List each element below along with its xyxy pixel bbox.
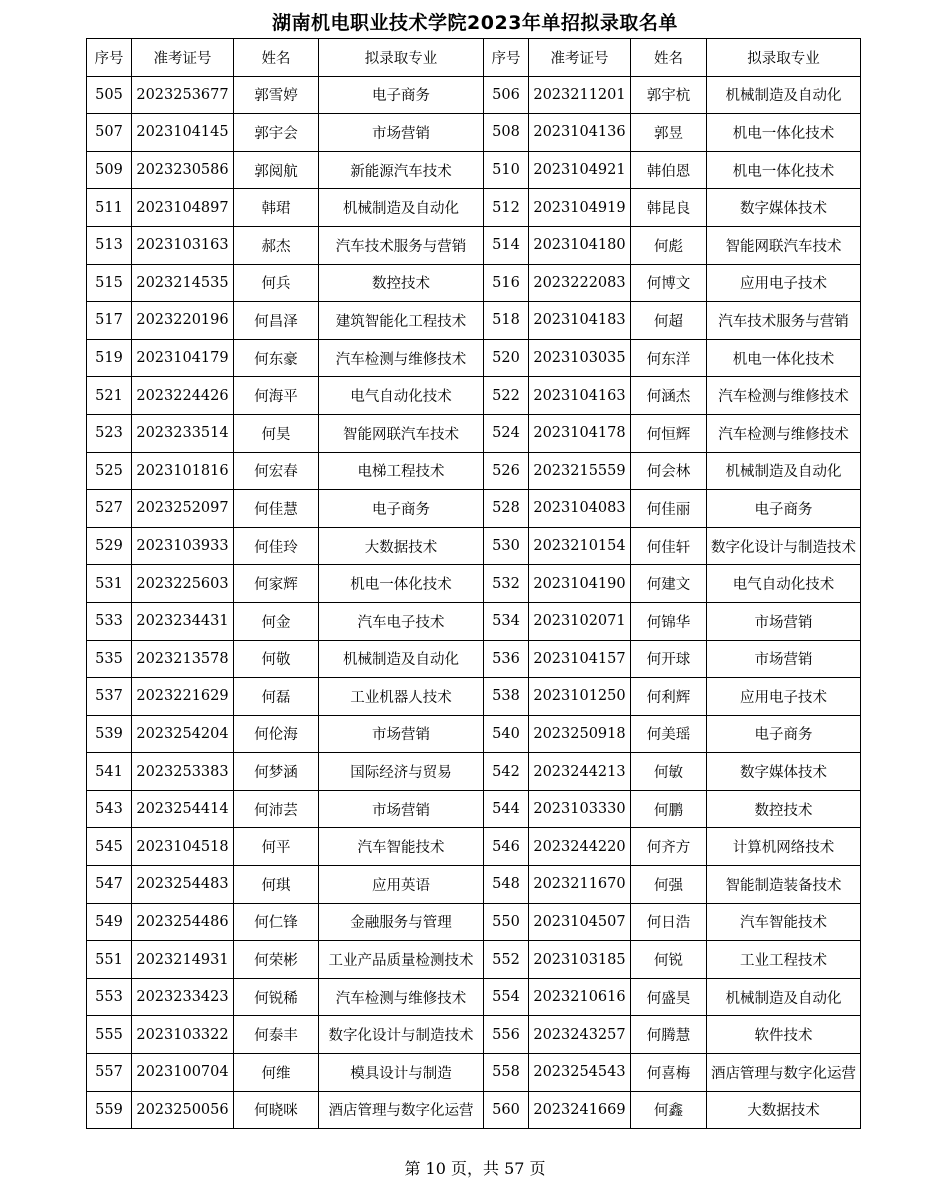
table-row [87,264,861,302]
seq-cell: 522 [484,377,529,415]
name-cell: 何仁锋 [234,903,319,941]
exam-id-cell: 2023215559 [529,452,631,490]
exam-id-cell: 2023214931 [132,941,234,979]
name-cell: 郭雪婷 [234,76,319,114]
name-cell: 何维 [234,1054,319,1092]
name-cell: 郝杰 [234,226,319,264]
name-cell: 何家辉 [234,565,319,603]
table-header-row [87,39,861,77]
seq-cell: 526 [484,452,529,490]
name-cell: 何齐方 [631,828,707,866]
table-row [87,565,861,603]
seq-cell: 509 [87,151,132,189]
seq-cell: 507 [87,114,132,152]
name-cell: 郭宇会 [234,114,319,152]
major-cell: 计算机网络技术 [707,828,861,866]
name-cell: 何磊 [234,678,319,716]
major-cell: 数字媒体技术 [707,189,861,227]
seq-cell: 519 [87,339,132,377]
exam-id-cell: 2023254414 [132,790,234,828]
major-cell: 国际经济与贸易 [319,753,484,791]
admission-table [86,38,861,1129]
name-cell: 何敏 [631,753,707,791]
major-cell: 酒店管理与数字化运营 [319,1091,484,1129]
major-cell: 数字媒体技术 [707,753,861,791]
major-cell: 汽车技术服务与营销 [707,302,861,340]
exam-id-cell: 2023252097 [132,490,234,528]
seq-cell: 528 [484,490,529,528]
seq-cell: 514 [484,226,529,264]
major-cell: 软件技术 [707,1016,861,1054]
major-cell: 工业产品质量检测技术 [319,941,484,979]
seq-cell: 555 [87,1016,132,1054]
header-cell-major: 拟录取专业 [319,39,484,77]
name-cell: 郭昱 [631,114,707,152]
header-cell-major-2: 拟录取专业 [707,39,861,77]
major-cell: 建筑智能化工程技术 [319,302,484,340]
exam-id-cell: 2023104919 [529,189,631,227]
major-cell: 汽车检测与维修技术 [319,339,484,377]
exam-id-cell: 2023250918 [529,715,631,753]
seq-cell: 552 [484,941,529,979]
major-cell: 机电一体化技术 [707,151,861,189]
table-row [87,678,861,716]
name-cell: 何鹏 [631,790,707,828]
table-row [87,114,861,152]
exam-id-cell: 2023103322 [132,1016,234,1054]
exam-id-cell: 2023104179 [132,339,234,377]
major-cell: 机电一体化技术 [707,114,861,152]
table-row [87,377,861,415]
exam-id-cell: 2023100704 [132,1054,234,1092]
name-cell: 何东豪 [234,339,319,377]
table-row [87,151,861,189]
exam-id-cell: 2023250056 [132,1091,234,1129]
name-cell: 何日浩 [631,903,707,941]
name-cell: 何涵杰 [631,377,707,415]
major-cell: 机械制造及自动化 [707,76,861,114]
major-cell: 电子商务 [707,490,861,528]
major-cell: 市场营销 [707,640,861,678]
table-row [87,941,861,979]
major-cell: 数控技术 [319,264,484,302]
seq-cell: 508 [484,114,529,152]
seq-cell: 541 [87,753,132,791]
exam-id-cell: 2023103933 [132,527,234,565]
seq-cell: 524 [484,414,529,452]
name-cell: 何腾慧 [631,1016,707,1054]
major-cell: 电气自动化技术 [319,377,484,415]
exam-id-cell: 2023104145 [132,114,234,152]
seq-cell: 513 [87,226,132,264]
table-row [87,1016,861,1054]
exam-id-cell: 2023243257 [529,1016,631,1054]
seq-cell: 510 [484,151,529,189]
table-row [87,602,861,640]
exam-id-cell: 2023103035 [529,339,631,377]
name-cell: 何佳丽 [631,490,707,528]
major-cell: 机械制造及自动化 [319,640,484,678]
major-cell: 大数据技术 [319,527,484,565]
major-cell: 应用英语 [319,866,484,904]
seq-cell: 554 [484,978,529,1016]
name-cell: 何超 [631,302,707,340]
seq-cell: 511 [87,189,132,227]
major-cell: 电子商务 [319,490,484,528]
exam-id-cell: 2023233514 [132,414,234,452]
seq-cell: 549 [87,903,132,941]
seq-cell: 545 [87,828,132,866]
seq-cell: 547 [87,866,132,904]
seq-cell: 548 [484,866,529,904]
exam-id-cell: 2023104190 [529,565,631,603]
seq-cell: 553 [87,978,132,1016]
name-cell: 何锐 [631,941,707,979]
name-cell: 何博文 [631,264,707,302]
exam-id-cell: 2023104183 [529,302,631,340]
seq-cell: 529 [87,527,132,565]
header-cell-exam-id: 准考证号 [132,39,234,77]
seq-cell: 540 [484,715,529,753]
exam-id-cell: 2023244213 [529,753,631,791]
name-cell: 何喜梅 [631,1054,707,1092]
seq-cell: 550 [484,903,529,941]
header-cell-name: 姓名 [234,39,319,77]
exam-id-cell: 2023234431 [132,602,234,640]
table-row [87,490,861,528]
page-footer: 第 10 页，共 57 页 [404,1159,546,1178]
major-cell: 机电一体化技术 [319,565,484,603]
table-row [87,640,861,678]
name-cell: 何泰丰 [234,1016,319,1054]
seq-cell: 523 [87,414,132,452]
exam-id-cell: 2023210154 [529,527,631,565]
seq-cell: 532 [484,565,529,603]
exam-id-cell: 2023104518 [132,828,234,866]
exam-id-cell: 2023104921 [529,151,631,189]
header-cell-seq-2: 序号 [484,39,529,77]
exam-id-cell: 2023214535 [132,264,234,302]
name-cell: 郭宇杭 [631,76,707,114]
seq-cell: 551 [87,941,132,979]
exam-id-cell: 2023221629 [132,678,234,716]
name-cell: 何昌泽 [234,302,319,340]
name-cell: 何敬 [234,640,319,678]
exam-id-cell: 2023104507 [529,903,631,941]
seq-cell: 517 [87,302,132,340]
table-row [87,339,861,377]
exam-id-cell: 2023253677 [132,76,234,114]
name-cell: 何美瑶 [631,715,707,753]
exam-id-cell: 2023220196 [132,302,234,340]
exam-id-cell: 2023244220 [529,828,631,866]
seq-cell: 542 [484,753,529,791]
table-row [87,1091,861,1129]
seq-cell: 539 [87,715,132,753]
exam-id-cell: 2023254486 [132,903,234,941]
major-cell: 智能网联汽车技术 [707,226,861,264]
major-cell: 大数据技术 [707,1091,861,1129]
name-cell: 韩昆良 [631,189,707,227]
major-cell: 汽车智能技术 [319,828,484,866]
table-row [87,715,861,753]
major-cell: 应用电子技术 [707,678,861,716]
major-cell: 机械制造及自动化 [707,978,861,1016]
header-cell-seq: 序号 [87,39,132,77]
table-row [87,753,861,791]
name-cell: 韩伯恩 [631,151,707,189]
name-cell: 何昊 [234,414,319,452]
seq-cell: 557 [87,1054,132,1092]
seq-cell: 525 [87,452,132,490]
seq-cell: 515 [87,264,132,302]
major-cell: 汽车检测与维修技术 [319,978,484,1016]
major-cell: 汽车技术服务与营销 [319,226,484,264]
exam-id-cell: 2023104136 [529,114,631,152]
table-row [87,828,861,866]
major-cell: 汽车检测与维修技术 [707,414,861,452]
name-cell: 何佳轩 [631,527,707,565]
table-row [87,903,861,941]
exam-id-cell: 2023101250 [529,678,631,716]
name-cell: 何利辉 [631,678,707,716]
exam-id-cell: 2023211670 [529,866,631,904]
table-row [87,226,861,264]
exam-id-cell: 2023254483 [132,866,234,904]
seq-cell: 558 [484,1054,529,1092]
exam-id-cell: 2023103330 [529,790,631,828]
table-row [87,1054,861,1092]
major-cell: 电气自动化技术 [707,565,861,603]
major-cell: 酒店管理与数字化运营 [707,1054,861,1092]
seq-cell: 559 [87,1091,132,1129]
name-cell: 何锦华 [631,602,707,640]
major-cell: 金融服务与管理 [319,903,484,941]
seq-cell: 538 [484,678,529,716]
name-cell: 何佳慧 [234,490,319,528]
exam-id-cell: 2023254543 [529,1054,631,1092]
name-cell: 何晓咪 [234,1091,319,1129]
seq-cell: 544 [484,790,529,828]
seq-cell: 534 [484,602,529,640]
table-row [87,452,861,490]
major-cell: 汽车检测与维修技术 [707,377,861,415]
name-cell: 何兵 [234,264,319,302]
header-cell-exam-id-2: 准考证号 [529,39,631,77]
exam-id-cell: 2023103163 [132,226,234,264]
name-cell: 何伦海 [234,715,319,753]
seq-cell: 521 [87,377,132,415]
exam-id-cell: 2023104897 [132,189,234,227]
exam-id-cell: 2023104157 [529,640,631,678]
exam-id-cell: 2023104083 [529,490,631,528]
major-cell: 汽车智能技术 [707,903,861,941]
seq-cell: 556 [484,1016,529,1054]
table-row [87,527,861,565]
exam-id-cell: 2023241669 [529,1091,631,1129]
name-cell: 何会林 [631,452,707,490]
major-cell: 机械制造及自动化 [319,189,484,227]
seq-cell: 505 [87,76,132,114]
table-row [87,414,861,452]
name-cell: 何强 [631,866,707,904]
seq-cell: 512 [484,189,529,227]
name-cell: 何宏春 [234,452,319,490]
name-cell: 何平 [234,828,319,866]
seq-cell: 516 [484,264,529,302]
seq-cell: 531 [87,565,132,603]
name-cell: 何恒辉 [631,414,707,452]
major-cell: 工业工程技术 [707,941,861,979]
seq-cell: 533 [87,602,132,640]
major-cell: 应用电子技术 [707,264,861,302]
exam-id-cell: 2023210616 [529,978,631,1016]
seq-cell: 520 [484,339,529,377]
name-cell: 何锐稀 [234,978,319,1016]
major-cell: 电梯工程技术 [319,452,484,490]
major-cell: 市场营销 [319,790,484,828]
major-cell: 市场营销 [319,715,484,753]
exam-id-cell: 2023104180 [529,226,631,264]
name-cell: 何梦涵 [234,753,319,791]
name-cell: 何东洋 [631,339,707,377]
seq-cell: 543 [87,790,132,828]
seq-cell: 546 [484,828,529,866]
name-cell: 何彪 [631,226,707,264]
name-cell: 韩珺 [234,189,319,227]
exam-id-cell: 2023233423 [132,978,234,1016]
major-cell: 数控技术 [707,790,861,828]
major-cell: 数字化设计与制造技术 [707,527,861,565]
major-cell: 数字化设计与制造技术 [319,1016,484,1054]
table-row [87,790,861,828]
name-cell: 何开球 [631,640,707,678]
exam-id-cell: 2023211201 [529,76,631,114]
major-cell: 机械制造及自动化 [707,452,861,490]
major-cell: 市场营销 [707,602,861,640]
name-cell: 郭阅航 [234,151,319,189]
name-cell: 何建文 [631,565,707,603]
name-cell: 何荣彬 [234,941,319,979]
exam-id-cell: 2023101816 [132,452,234,490]
table-row [87,302,861,340]
exam-id-cell: 2023225603 [132,565,234,603]
major-cell: 机电一体化技术 [707,339,861,377]
exam-id-cell: 2023253383 [132,753,234,791]
seq-cell: 537 [87,678,132,716]
name-cell: 何沛芸 [234,790,319,828]
table-row [87,76,861,114]
name-cell: 何鑫 [631,1091,707,1129]
seq-cell: 530 [484,527,529,565]
name-cell: 何琪 [234,866,319,904]
table-row [87,189,861,227]
seq-cell: 506 [484,76,529,114]
table-body [87,39,861,1129]
exam-id-cell: 2023230586 [132,151,234,189]
table-row [87,978,861,1016]
major-cell: 电子商务 [707,715,861,753]
seq-cell: 560 [484,1091,529,1129]
major-cell: 新能源汽车技术 [319,151,484,189]
name-cell: 何佳玲 [234,527,319,565]
major-cell: 电子商务 [319,76,484,114]
header-cell-name-2: 姓名 [631,39,707,77]
name-cell: 何金 [234,602,319,640]
exam-id-cell: 2023213578 [132,640,234,678]
major-cell: 智能网联汽车技术 [319,414,484,452]
exam-id-cell: 2023104178 [529,414,631,452]
major-cell: 工业机器人技术 [319,678,484,716]
table-row [87,866,861,904]
seq-cell: 518 [484,302,529,340]
exam-id-cell: 2023104163 [529,377,631,415]
major-cell: 模具设计与制造 [319,1054,484,1092]
name-cell: 何海平 [234,377,319,415]
exam-id-cell: 2023224426 [132,377,234,415]
major-cell: 汽车电子技术 [319,602,484,640]
name-cell: 何盛昊 [631,978,707,1016]
seq-cell: 536 [484,640,529,678]
exam-id-cell: 2023102071 [529,602,631,640]
exam-id-cell: 2023222083 [529,264,631,302]
document-title: 湖南机电职业技术学院2023年单招拟录取名单 [272,12,678,34]
major-cell: 智能制造装备技术 [707,866,861,904]
seq-cell: 527 [87,490,132,528]
seq-cell: 535 [87,640,132,678]
exam-id-cell: 2023103185 [529,941,631,979]
major-cell: 市场营销 [319,114,484,152]
exam-id-cell: 2023254204 [132,715,234,753]
